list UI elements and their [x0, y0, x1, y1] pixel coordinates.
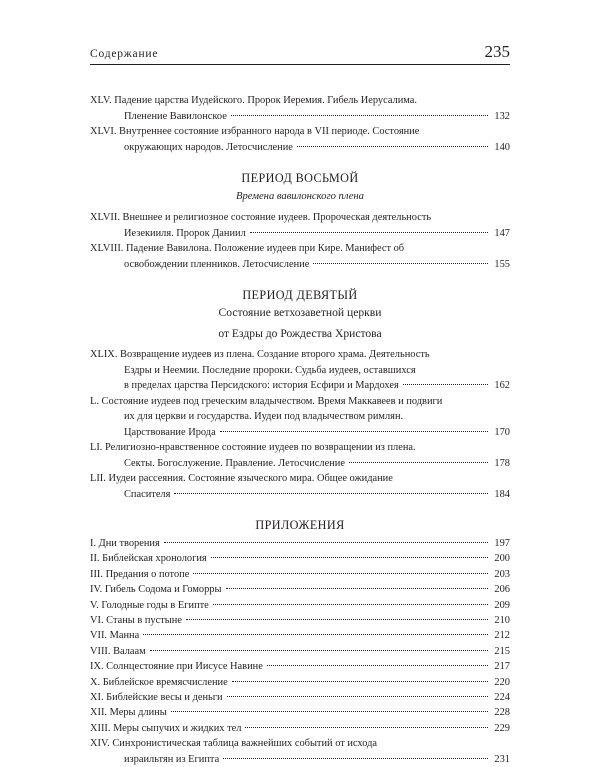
- toc-entry: [90, 736, 510, 767]
- entry-page: 200: [494, 553, 510, 565]
- entry-page: 209: [494, 599, 510, 611]
- dot-leader: [211, 557, 489, 558]
- entry-last-line: [90, 628, 510, 643]
- entry-text: освобождении пленников. Летосчисление: [124, 258, 310, 270]
- dot-leader: [226, 588, 489, 589]
- entry-last-line: [90, 536, 510, 551]
- entry-last-line: [90, 456, 510, 472]
- entry-last-line: [90, 705, 510, 720]
- toc-entry: [90, 644, 510, 659]
- dot-leader: [174, 493, 488, 494]
- entry-page: 178: [494, 457, 510, 469]
- entry-page: 162: [494, 380, 510, 391]
- entry-page: 220: [494, 676, 510, 688]
- entry-last-line: [90, 257, 510, 273]
- entry-last-line: [90, 378, 510, 394]
- entry-text: II. Библейская хронология: [90, 553, 207, 565]
- entry-page: 212: [494, 630, 510, 642]
- entry-page: 217: [494, 661, 510, 673]
- entry-page: 210: [494, 615, 510, 627]
- running-title: Содержание: [90, 48, 159, 60]
- entry-last-line: [90, 598, 510, 613]
- dot-leader: [231, 115, 489, 116]
- entry-text: Спасителя: [124, 488, 171, 500]
- section-title: ПЕРИОД ДЕВЯТЫЙ: [242, 288, 358, 302]
- toc-entry: [90, 582, 510, 597]
- toc-entry: [90, 347, 510, 394]
- entry-page: 224: [494, 692, 510, 704]
- toc-entry: [90, 690, 510, 705]
- page-number: 235: [484, 42, 510, 61]
- entry-page: 228: [494, 707, 510, 719]
- entry-text: VI. Станы в пустыне: [90, 615, 182, 627]
- dot-leader: [220, 431, 489, 432]
- toc-entry: [90, 440, 510, 471]
- toc-entry: [90, 93, 510, 124]
- toc-entry: [90, 628, 510, 643]
- table-of-contents: [90, 93, 510, 767]
- entry-page: 170: [494, 426, 510, 438]
- toc-entry: [90, 241, 510, 272]
- entry-last-line: [90, 644, 510, 659]
- entry-last-line: [90, 551, 510, 566]
- entry-line: XLIX. Возвращение иудеев из плена. Создание второго храма. Деятельность: [90, 349, 430, 360]
- toc-section: [90, 93, 510, 155]
- entry-text: XII. Меры длины: [90, 707, 167, 719]
- dot-leader: [213, 604, 489, 605]
- entry-text: Иезекииля. Пророк Даниил: [124, 227, 246, 239]
- entry-text: V. Голодные годы в Египте: [90, 599, 209, 611]
- entry-last-line: [90, 226, 510, 242]
- entry-text: Секты. Богослужение. Правление. Летосчисление: [124, 457, 345, 469]
- entry-last-line: [90, 752, 510, 767]
- entry-page: 197: [494, 538, 510, 549]
- section-subtitle: Времена вавилонского плена: [236, 191, 364, 202]
- entry-line: XIV. Синхронистическая таблица важнейших событий от исхода: [90, 738, 378, 750]
- toc-section: [90, 170, 510, 272]
- toc-entry: [90, 598, 510, 613]
- entry-line: L. Состояние иудеев под греческим владычеством. Время Маккавеев и подвиги: [90, 395, 443, 407]
- dot-leader: [349, 462, 488, 463]
- toc-entry: [90, 613, 510, 628]
- toc-entry: [90, 210, 510, 241]
- dot-leader: [297, 146, 489, 147]
- entry-line: их для церкви и государства. Иудеи под владычеством римлян.: [124, 411, 404, 422]
- entry-page: 206: [494, 584, 510, 596]
- entry-page: 215: [494, 645, 510, 657]
- entry-last-line: [90, 582, 510, 597]
- dot-leader: [245, 727, 488, 728]
- section-subtitle: от Ездры до Рождества Христова: [218, 327, 382, 340]
- entry-last-line: [90, 487, 510, 503]
- header-rule: [90, 64, 510, 65]
- entry-text: VIII. Валаам: [90, 645, 146, 657]
- entry-text: X. Библейское времясчисление: [90, 676, 228, 688]
- toc-entry: [90, 567, 510, 582]
- toc-entry: [90, 659, 510, 674]
- entry-last-line: [90, 425, 510, 441]
- entry-page: 231: [494, 753, 510, 765]
- entry-page: 147: [494, 227, 510, 239]
- entry-line: LII. Иудеи рассеяния. Состояние языческого мира. Общее ожидание: [90, 473, 393, 484]
- entry-line: Ездры и Неемии. Последние пророки. Судьба иудеев, оставшихся: [124, 364, 416, 376]
- entry-page: 155: [494, 258, 510, 270]
- section-title: ПЕРИОД ВОСЬМОЙ: [241, 171, 359, 185]
- entry-text: I. Дни творения: [90, 538, 160, 549]
- entry-text: III. Предания о потопе: [90, 568, 190, 580]
- dot-leader: [227, 696, 489, 697]
- entry-last-line: [90, 659, 510, 674]
- entry-last-line: [90, 109, 510, 125]
- entry-last-line: [90, 690, 510, 705]
- entry-text: израильтян из Египта: [124, 753, 220, 765]
- entry-text: Пленение Вавилонское: [124, 110, 227, 122]
- dot-leader: [171, 711, 489, 712]
- toc-entry: [90, 394, 510, 441]
- appendix-section: [90, 517, 510, 767]
- dot-leader: [250, 232, 489, 233]
- entry-last-line: [90, 613, 510, 628]
- entry-text: XIII. Меры сыпучих и жидких тел: [90, 722, 242, 734]
- dot-leader: [164, 542, 489, 543]
- entry-line: XLVII. Внешнее и религиозное состояние иудеев. Пророческая деятельность: [90, 212, 432, 223]
- dot-leader: [267, 665, 489, 666]
- toc-entry: [90, 705, 510, 720]
- toc-entry: [90, 721, 510, 736]
- entry-line: LI. Религиозно-нравственное состояние иудеев по возвращении из плена.: [90, 442, 416, 453]
- dot-leader: [143, 634, 488, 635]
- dot-leader: [403, 384, 489, 385]
- toc-entry: [90, 675, 510, 690]
- entry-last-line: [90, 721, 510, 736]
- entry-text: IX. Солнцестояние при Иисусе Навине: [90, 661, 263, 673]
- entry-page: 184: [494, 488, 510, 500]
- entry-text: окружающих народов. Летосчисление: [124, 141, 293, 153]
- appendix-title: ПРИЛОЖЕНИЯ: [255, 518, 345, 532]
- entry-text: в пределах царства Персидского: история Есфири и Мардохея: [124, 380, 399, 391]
- dot-leader: [150, 650, 489, 651]
- entry-line: XLV. Падение царства Иудейского. Пророк Иеремия. Гибель Иерусалима.: [90, 95, 418, 106]
- toc-entry: [90, 471, 510, 502]
- entry-last-line: [90, 140, 510, 156]
- running-header: [90, 40, 510, 62]
- entry-page: 203: [494, 568, 510, 580]
- dot-leader: [313, 263, 488, 264]
- entry-text: Царствование Ирода: [124, 426, 216, 438]
- entry-line: XLVI. Внутреннее состояние избранного народа в VII периоде. Состояние: [90, 126, 420, 137]
- entry-line: XLVIII. Падение Вавилона. Положение иудеев при Кире. Манифест об: [90, 243, 405, 254]
- entry-text: IV. Гибель Содома и Гоморры: [90, 584, 222, 596]
- dot-leader: [186, 619, 488, 620]
- dot-leader: [223, 758, 488, 759]
- entry-text: XI. Библейские весы и деньги: [90, 692, 223, 704]
- toc-entry: [90, 124, 510, 155]
- dot-leader: [232, 681, 489, 682]
- entry-last-line: [90, 567, 510, 582]
- entry-page: 132: [494, 110, 510, 122]
- toc-entry: [90, 536, 510, 551]
- entry-page: 140: [494, 141, 510, 153]
- entry-last-line: [90, 675, 510, 690]
- entry-page: 229: [494, 722, 510, 734]
- dot-leader: [193, 573, 488, 574]
- toc-section: [90, 287, 510, 502]
- entry-text: VII. Манна: [90, 630, 140, 642]
- toc-entry: [90, 551, 510, 566]
- section-subtitle: Состояние ветхозаветной церкви: [218, 306, 382, 319]
